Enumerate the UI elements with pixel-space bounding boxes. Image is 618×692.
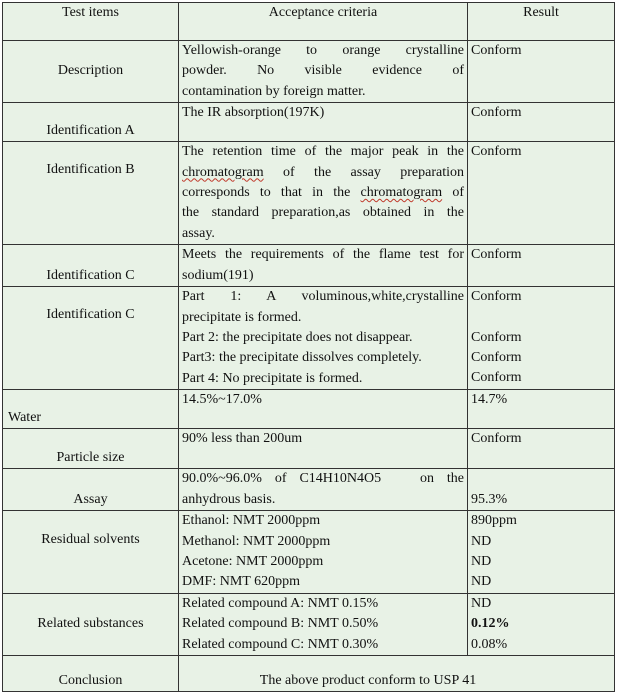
table-row xyxy=(3,245,615,287)
table-row xyxy=(3,142,615,245)
table-row xyxy=(3,511,615,594)
item-identification-c: Identification C xyxy=(3,287,179,390)
table-row xyxy=(3,103,615,142)
result-identification-c-precipitate: Conform Conform Conform Conform xyxy=(468,287,615,390)
header-result: Result xyxy=(468,3,615,41)
item-related-substances: Related substances xyxy=(3,593,179,655)
item-identification-b: Identification B xyxy=(3,142,179,245)
header-row xyxy=(3,3,615,41)
table-row xyxy=(3,287,615,390)
conclusion-text: The above product conform to USP 41 xyxy=(179,655,615,691)
criteria-identification-a: The IR absorption(197K) xyxy=(179,103,468,142)
criteria-water: 14.5%~17.0% xyxy=(179,390,468,429)
table-row xyxy=(3,41,615,103)
table-row xyxy=(3,469,615,511)
criteria-identification-c-precipitate: Part 1: A voluminous,white,crystalline precipitate is formed. Part 2: the precipitate does not disappear. Part3: the precipitate dissolves completely. Part 4: No precipitate is formed. xyxy=(179,287,468,390)
header-acceptance-criteria: Acceptance criteria xyxy=(179,3,468,41)
result-assay: 95.3% xyxy=(468,469,615,511)
result-description: Conform xyxy=(468,41,615,103)
table-row xyxy=(3,429,615,469)
criteria-assay: 90.0%~96.0% of C14H10N4O5 on the anhydrous basis. xyxy=(179,469,468,511)
item-particle-size: Particle size xyxy=(3,429,179,469)
header-test-items: Test items xyxy=(3,3,179,41)
result-water: 14.7% xyxy=(468,390,615,429)
result-identification-c-flame: Conform xyxy=(468,245,615,287)
table-row xyxy=(3,390,615,429)
item-identification-a: Identification A xyxy=(3,103,179,142)
table-row xyxy=(3,593,615,655)
criteria-identification-c-flame: Meets the requirements of the flame test for sodium(191) xyxy=(179,245,468,287)
criteria-description: Yellowish-orange to orange crystalline powder. No visible evidence of contamination by foreign matter. xyxy=(179,41,468,103)
table-row xyxy=(3,655,615,691)
item-assay: Assay xyxy=(3,469,179,511)
item-identification-c: Identification C xyxy=(3,245,179,287)
result-identification-a: Conform xyxy=(468,103,615,142)
specification-table xyxy=(2,2,615,692)
item-residual-solvents: Residual solvents xyxy=(3,511,179,594)
result-related-substances: ND 0.12% 0.08% xyxy=(468,593,615,655)
result-identification-b: Conform xyxy=(468,142,615,245)
item-conclusion: Conclusion xyxy=(3,655,179,691)
criteria-identification-b: The retention time of the major peak in the chromatogram of the assay preparation corresponds to that in the chromatogram of the standard preparation,as obtained in the assay. xyxy=(179,142,468,245)
criteria-particle-size: 90% less than 200um xyxy=(179,429,468,469)
result-particle-size: Conform xyxy=(468,429,615,469)
item-description: Description xyxy=(3,41,179,103)
item-water: Water xyxy=(3,390,179,429)
criteria-residual-solvents: Ethanol: NMT 2000ppm Methanol: NMT 2000ppm Acetone: NMT 2000ppm DMF: NMT 620ppm xyxy=(179,511,468,594)
criteria-related-substances: Related compound A: NMT 0.15% Related compound B: NMT 0.50% Related compound C: NMT 0.30% xyxy=(179,593,468,655)
result-residual-solvents: 890ppm ND ND ND xyxy=(468,511,615,594)
